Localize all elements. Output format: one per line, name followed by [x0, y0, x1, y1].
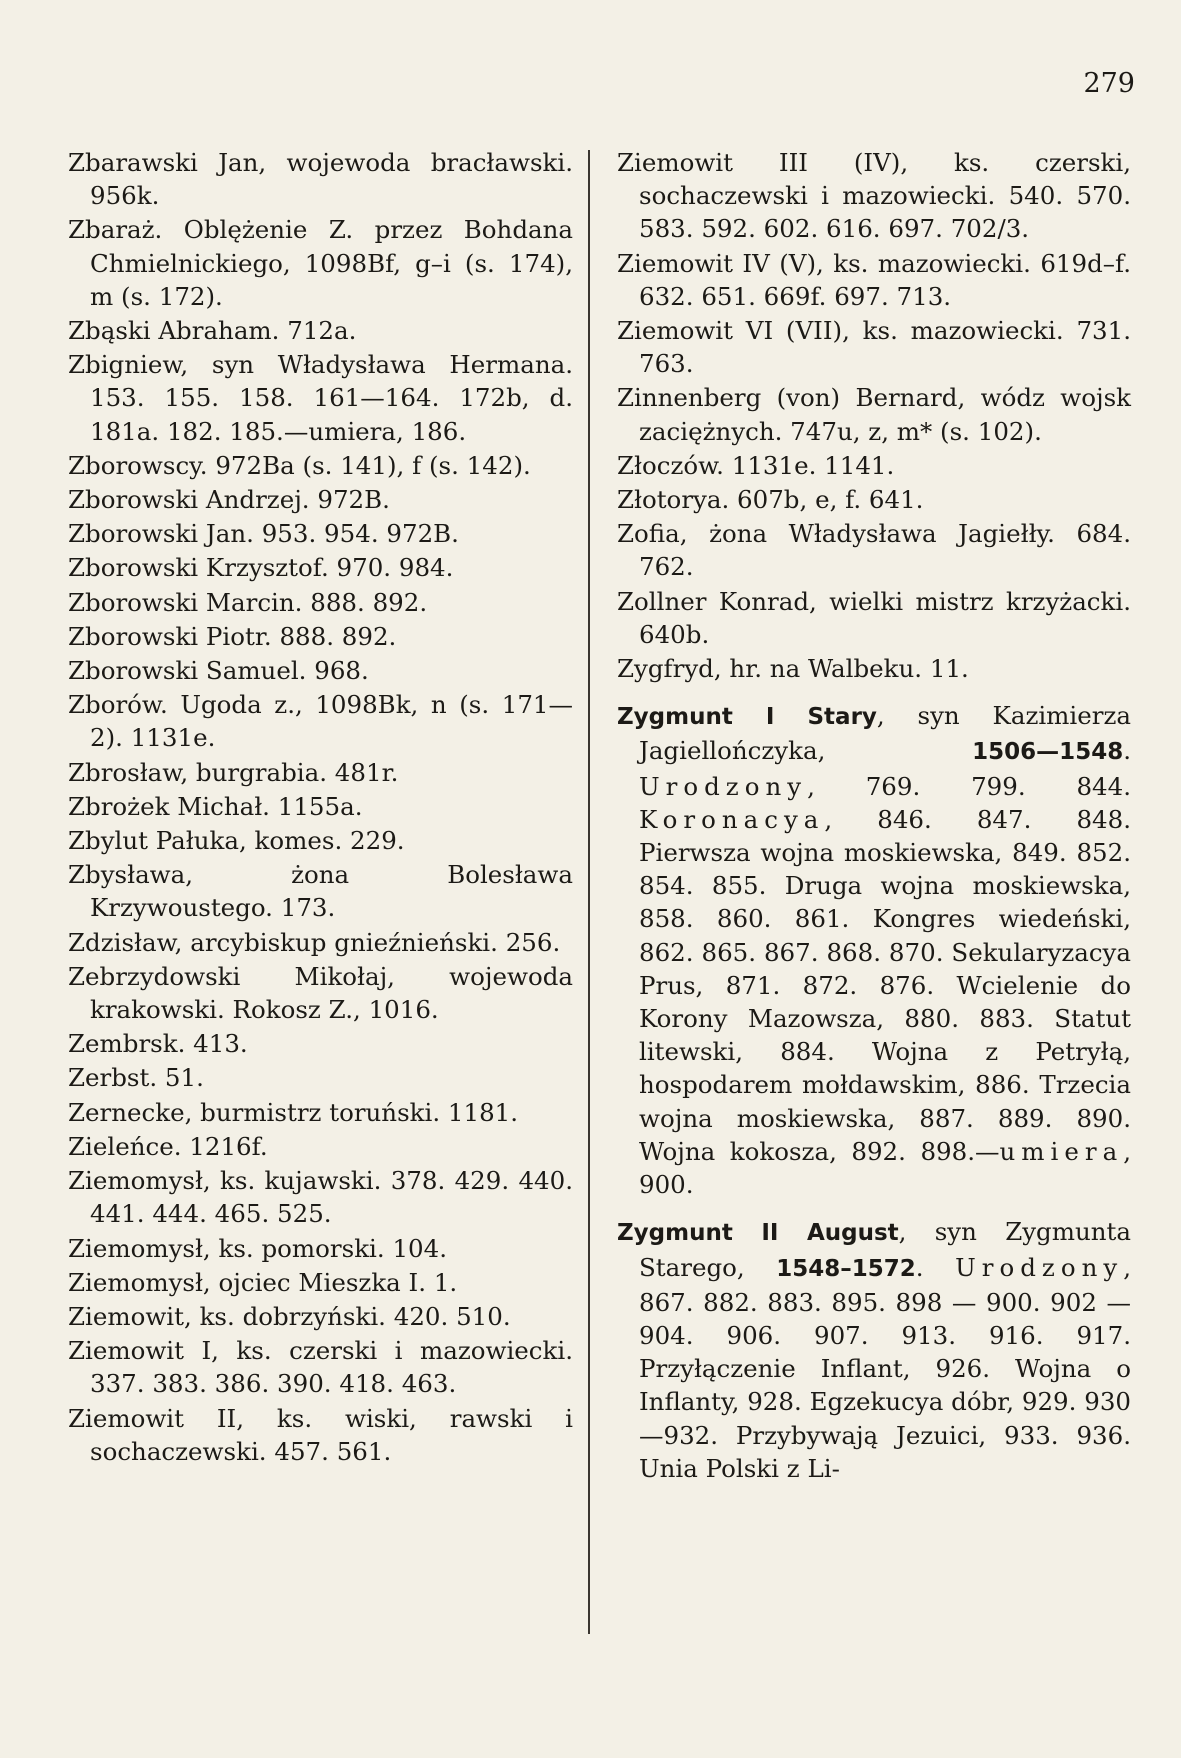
entry-text: , 846. 847. 848. Pierwsza wojna moskiewska, 849. 852. 854. 855. Druga wojna moskiewska, 858. 860. 861. Kongres wiedeński, 862. 865. 867. 868. 870. Sekularyzacya Prus, 871. 872. 876. Wcielenie do Korony Mazowsza, 880. 883. Statut litewski, 884. Wojna z Petryłą, hospodarem mołdawskim, 886. Trzecia wojna moskiewska, 887. 889. 890. Wojna kokosza, 892. 898.— — [639, 804, 1131, 1166]
entry-term: Zygmunt II August — [617, 1220, 899, 1247]
entry-text: , 900. — [639, 1136, 1131, 1200]
index-entry: Zborowski Krzysztof. 970. 984. — [68, 553, 454, 583]
index-entry: Ziemomysł, ks. kujawski. 378. 429. 440. 441. 444. 465. 525. — [68, 1166, 573, 1229]
index-entry: Zborowski Piotr. 888. 892. — [68, 621, 397, 651]
index-entry: Zbigniew, syn Władysława Hermana. 153. 155. 158. 161—164. 172b, d. 181a. 182. 185.—umiera, 186. — [68, 350, 573, 446]
index-entry: Zofia, żona Władysława Jagiełły. 684. 762. — [617, 519, 1131, 582]
index-entry: Zbarawski Jan, wojewoda bracławski. 956k. — [68, 148, 573, 211]
index-entry: Ziemowit IV (V), ks. mazowiecki. 619d–f. 632. 651. 669f. 697. 713. — [617, 248, 1131, 311]
index-entry: Zollner Konrad, wielki mistrz krzyżacki. 640b. — [617, 586, 1131, 649]
left-column — [68, 146, 573, 1469]
spaced-keyword: umiera — [999, 1136, 1124, 1166]
entry-text: . — [915, 1252, 956, 1282]
index-entry: Zbrosław, burgrabia. 481r. — [68, 757, 399, 787]
index-entry: Zinnenberg (von) Bernard, wódz wojsk zaciężnych. 747u, z, m* (s. 102). — [617, 383, 1131, 446]
index-entry: Zebrzydowski Mikołaj, wojewoda krakowski. Rokosz Z., 1016. — [68, 961, 573, 1025]
entry-text: , 769. 799. 844. — [807, 771, 1131, 801]
index-entry: Zborowski Marcin. 888. 892. — [68, 587, 428, 617]
index-entry: Zernecke, burmistrz toruński. 1181. — [68, 1097, 519, 1127]
index-entry: Zembrsk. 413. — [68, 1029, 248, 1059]
index-entry: Ziemowit III (IV), ks. czerski, sochaczewski i mazowiecki. 540. 570. 583. 592. 602. 616. 697. 702/3. — [617, 148, 1131, 244]
entry-term: Zygmunt I Stary — [617, 704, 877, 731]
index-entry: Ziemowit VI (VII), ks. mazowiecki. 731. 763. — [617, 316, 1131, 379]
page-number: 279 — [1083, 68, 1135, 99]
index-entry: Zborowski Andrzej. 972B. — [68, 485, 390, 515]
reign-dates: 1548–1572 — [776, 1255, 916, 1282]
index-entry: Ziemowit I, ks. czerski i mazowiecki. 337. 383. 386. 390. 418. 463. — [68, 1336, 573, 1399]
index-entry-zygmunt-i — [617, 699, 1131, 1201]
index-entry: Zerbst. 51. — [68, 1063, 204, 1093]
index-entry: Ziemomysł, ks. pomorski. 104. — [68, 1233, 448, 1263]
entry-text: , syn Kazimierza Jagiellończyka, — [639, 701, 1131, 766]
reign-dates: 1506—1548 — [972, 739, 1124, 766]
entry-text: . — [1123, 736, 1131, 766]
index-entry: Zdzisław, arcybiskup gnieźnieński. 256. — [68, 927, 561, 957]
index-entry: Zborowski Samuel. 968. — [68, 656, 369, 686]
spaced-keyword: Urodzony — [955, 1252, 1124, 1282]
index-entry: Ziemowit, ks. dobrzyński. 420. 510. — [68, 1301, 511, 1331]
index-entry: Zbaraż. Oblężenie Z. przez Bohdana Chmielnickiego, 1098Bf, g–i (s. 174), m (s. 172). — [68, 215, 573, 311]
spaced-keyword: Urodzony — [639, 771, 808, 801]
index-entry-zygmunt-ii — [617, 1215, 1131, 1485]
index-entry: Zbrożek Michał. 1155a. — [68, 791, 363, 821]
index-entry: Ziemomysł, ojciec Mieszka I. 1. — [68, 1267, 458, 1297]
column-divider — [588, 150, 590, 1634]
entry-text: , 867. 882. 883. 895. 898 — 900. 902 — 904. 906. 907. 913. 916. 917. Przyłączenie Inflant, 926. Wojna o Inflanty, 928. Egzekucya dóbr, 929. 930—932. Przybywają Jezuici, 933. 936. Unia Polski z Li- — [639, 1252, 1131, 1483]
right-column — [617, 146, 1131, 1486]
index-entry: Zborów. Ugoda z., 1098Bk, n (s. 171—2). 1131e. — [68, 690, 573, 753]
index-entry: Zbąski Abraham. 712a. — [68, 316, 357, 346]
index-entry: Zygfryd, hr. na Walbeku. 11. — [617, 654, 969, 684]
index-entry: Złoczów. 1131e. 1141. — [617, 450, 895, 480]
entry-text: , syn Zygmunta Starego, — [639, 1217, 1131, 1282]
index-entry: Zieleńce. 1216f. — [68, 1131, 268, 1161]
index-entry: Złotorya. 607b, e, f. 641. — [617, 485, 924, 515]
index-entry: Zborowscy. 972Ba (s. 141), f (s. 142). — [68, 450, 531, 480]
index-entry: Zborowski Jan. 953. 954. 972B. — [68, 519, 459, 549]
index-entry: Zbylut Pałuka, komes. 229. — [68, 826, 405, 856]
spaced-keyword: Koronacya — [639, 804, 825, 834]
index-entry: Ziemowit II, ks. wiski, rawski i sochaczewski. 457. 561. — [68, 1403, 573, 1466]
index-entry: Zbysława, żona Bolesława Krzywoustego. 173. — [68, 860, 573, 923]
